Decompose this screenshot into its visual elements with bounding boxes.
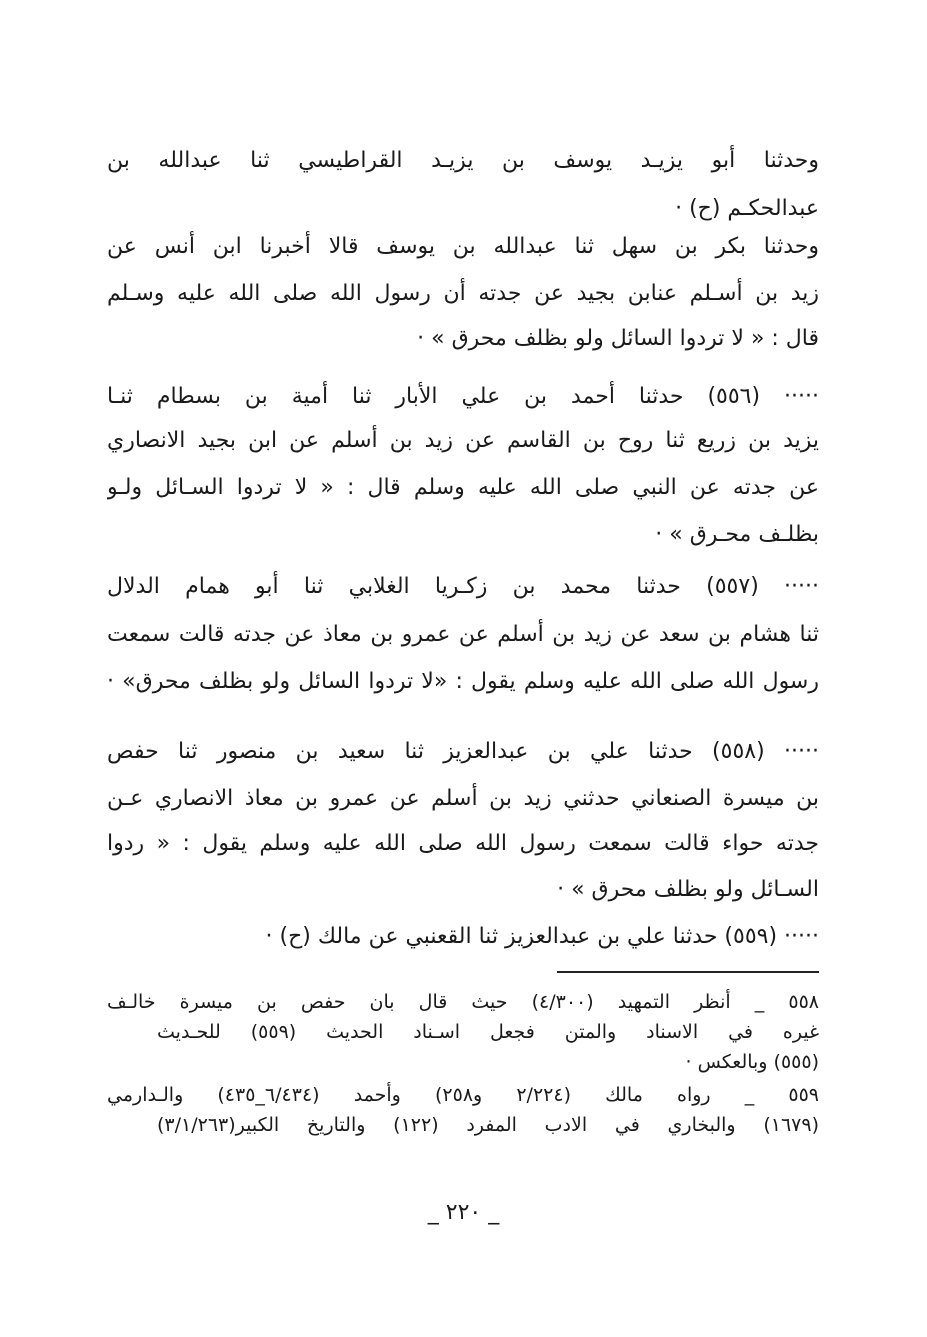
footnote-558-line: ٥٥٨ _ أنظر التمهيد (٤/٣٠٠) حيث قال بان حفص بن ميسرة خالـف	[107, 991, 819, 1013]
text-line: ثنا هشام بن سعد عن زيد بن أسلم عن عمرو بن معاذ عن جدته قالت سمعت	[107, 622, 819, 647]
text-line: زيد بن أسـلم عنابن بجيد عن جدته أن رسول الله صلى الله عليه وسـلم	[107, 281, 819, 306]
hadith-556-line: ····· (٥٥٦) حدثنا أحمد بن علي الأبار ثنا أمية بن بسطام ثنـا	[107, 384, 819, 409]
text-line: وحدثنا بكر بن سهل ثنا عبدالله بن يوسف قالا أخبرنا ابن أنس عن	[107, 234, 819, 259]
text-line: بظلـف محـرق » ·	[655, 522, 819, 547]
text-line: قال : « لا تردوا السائل ولو بظلف محرق » ·	[417, 326, 819, 351]
footnote-line: (٥٥٥) وبالعكس ·	[685, 1051, 819, 1073]
text-line: يزيد بن زريع ثنا روح بن القاسم عن زيد بن أسلم عن ابن بجيد الانصاري	[107, 428, 819, 453]
text-line: بن ميسرة الصنعاني حدثني زيد بن أسلم عن عمرو بن معاذ الانصاري عـن	[107, 786, 819, 811]
hadith-557-line: ····· (٥٥٧) حدثنا محمد بن زكـريا الغلابي ثنا أبو همام الدلال	[107, 574, 819, 599]
text-line: رسول الله صلى الله عليه وسلم يقول : «لا تردوا السائل ولو بظلف محرق» ·	[107, 669, 819, 694]
text-line: السـائل ولو بظلف محرق » ·	[557, 877, 819, 902]
hadith-559-line: ····· (٥٥٩) حدثنا علي بن عبدالعزيز ثنا القعنبي عن مالك (ح) ·	[265, 924, 819, 949]
footnote-line: (١٦٧٩) والبخاري في الادب المفرد (١٢٢) والتاريخ الكبير(٣/١/٢٦٣)	[157, 1114, 819, 1136]
footnote-559-line: ٥٥٩ _ رواه مالك (٢/٢٢٤ و٢٥٨) وأحمد (٦/٤٣٤_٤٣٥) والـدارمي	[107, 1084, 819, 1106]
text-line: وحدثنا أبو يزيـد يوسف بن يزيـد القراطيسي ثنا عبدالله بن	[107, 148, 819, 173]
page-number: _ ٢٢٠ _	[427, 1200, 500, 1225]
text-line: عبدالحكـم (ح) ·	[675, 196, 819, 221]
footnote-line: غيره في الاسناد والمتن فجعل اسـناد الحديث (٥٥٩) للحـديث	[157, 1021, 819, 1043]
text-line: عن جدته عن النبي صلى الله عليه وسلم قال : « لا تردوا السـائل ولـو	[107, 475, 819, 500]
hadith-558-line: ····· (٥٥٨) حدثنا علي بن عبدالعزيز ثنا سعيد بن منصور ثنا حفص	[107, 739, 819, 764]
text-line: جدته حواء قالت سمعت رسول الله صلى الله عليه وسلم يقول : « ردوا	[107, 831, 819, 856]
footnote-separator	[557, 971, 819, 973]
